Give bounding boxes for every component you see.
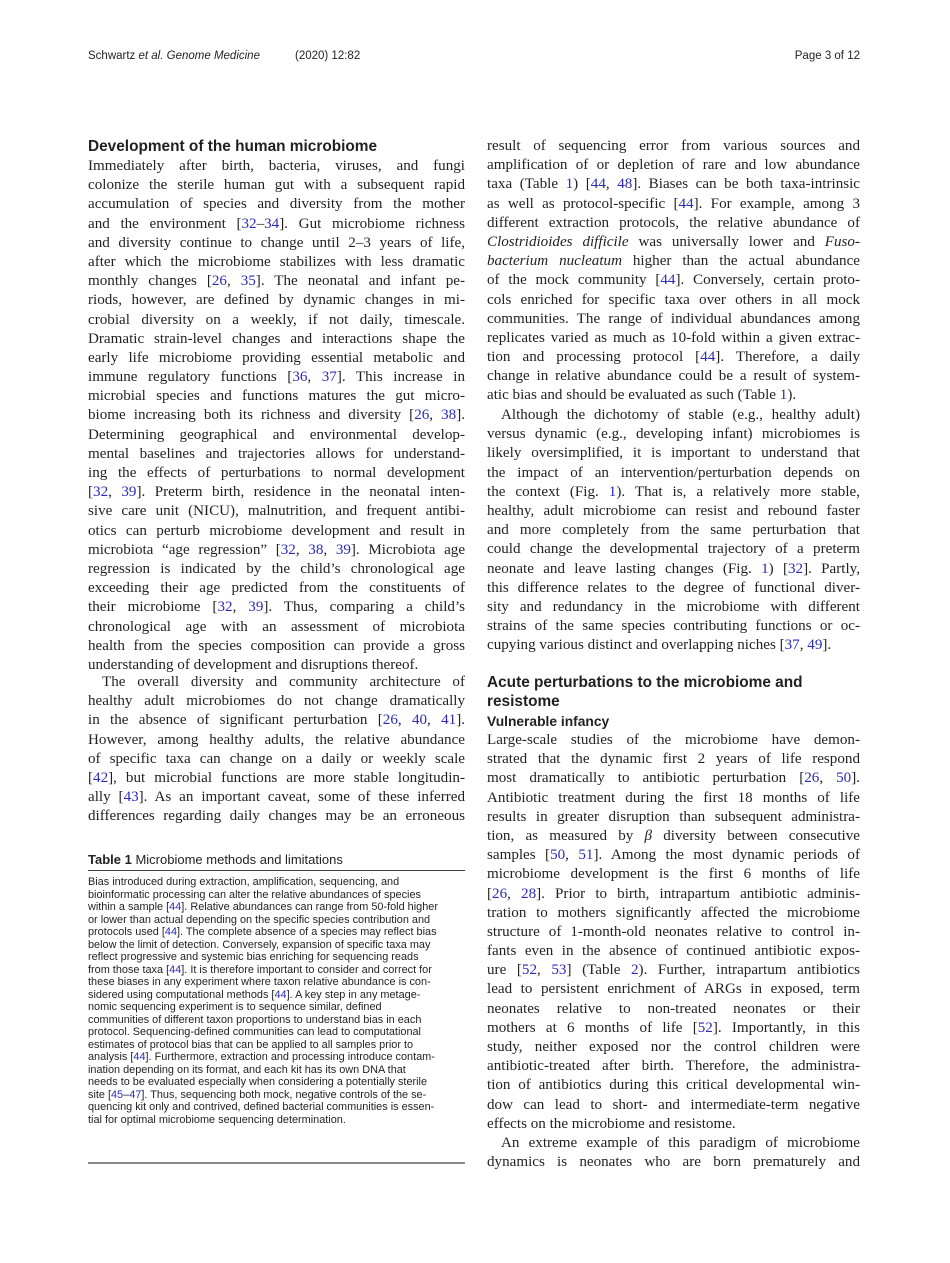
text-line: biome increasing both its richness and diversity [26, 38]. — [88, 407, 465, 424]
text-line: Immediately after birth, bacteria, viruses, and fungi — [88, 158, 465, 174]
citation-link[interactable]: 44 — [169, 901, 182, 913]
citation-link[interactable]: 44 — [590, 176, 606, 193]
text-line: chronological age with an assessment of microbiota — [88, 618, 465, 635]
text-line: early life microbiome providing essential metabolic and — [88, 349, 465, 366]
text-line: taxa (Table 1) [44, 48]. Biases can be both taxa-intrinsic — [487, 176, 861, 193]
text-line: communities. The range of individual abundances among — [487, 310, 860, 327]
citation-link[interactable]: 26 — [804, 770, 820, 787]
text-line: ure [52, 53] (Table 2). Further, intrapartum antibiotics — [487, 962, 861, 979]
reference-link[interactable]: 1 — [608, 483, 617, 500]
text-line: ing the effects of perturbations to normal development — [88, 465, 465, 481]
header-citation: (2020) 12:82 — [295, 50, 361, 62]
text-line: healthy adult microbiomes do not change dramatically — [88, 693, 465, 710]
table-text-line: or lower than actual depending on the specific species contribution and — [88, 913, 431, 926]
text-line: bacterium nucleatum higher than the actual abundance — [487, 253, 860, 270]
table-text-line: bioinformatic processing can alter the relative abundances of species — [88, 888, 421, 901]
text-line: ally [43]. As an important caveat, some of these inferred — [88, 789, 465, 806]
text-line: likely oversimplified, it is important to understand that — [487, 445, 860, 462]
text-line: health from the species composition can provide a gross — [88, 637, 465, 654]
table-body — [88, 876, 465, 1126]
paragraph — [487, 406, 860, 655]
text-line: versus dynamic (e.g., developing infant) microbiomes is — [487, 426, 860, 443]
citation-link[interactable]: 44 — [678, 195, 694, 212]
text-line: colonize the sterile human gut with a subsequent rapid — [88, 177, 465, 194]
text-line: The overall diversity and community architecture of — [102, 674, 465, 690]
citation-link[interactable]: 50 — [836, 770, 852, 787]
citation-link[interactable]: 26 — [414, 407, 430, 424]
heading-line: Acute perturbations to the microbiome and — [487, 674, 803, 691]
citation-link[interactable]: 26 — [211, 273, 227, 290]
citation-link[interactable]: 51 — [578, 847, 594, 864]
text-line: tration to mothers significantly affected the microbiome — [487, 904, 860, 921]
text-line: Clostridioides difficile was universally lower and Fuso- — [487, 233, 860, 250]
citation-link[interactable]: 44 — [164, 926, 178, 938]
text-line: the context (Fig. 1). That is, a relatively more stable, — [487, 483, 860, 500]
text-line: strains of the same species contributing functions or oc- — [487, 618, 860, 635]
text-line: could change the developmental trajectory of a preterm — [487, 541, 860, 558]
citation-link[interactable]: 32 — [787, 560, 804, 577]
text-line: cupying various distinct and overlapping niches [37, 49]. — [487, 637, 832, 654]
text-line: healthy, adult microbiome can resist and rebound faster — [487, 502, 860, 519]
table-text-line: Bias introduced during extraction, amplification, sequencing, and — [88, 876, 400, 888]
table-text-line: from those taxa [44]. It is therefore important to consider and correct for — [88, 963, 432, 976]
table-text-line: within a sample [44]. Relative abundances can range from 50-fold higher — [88, 901, 438, 913]
reference-link[interactable]: 1 — [565, 176, 574, 193]
text-line: Although the dichotomy of stable (e.g., healthy adult) — [501, 407, 860, 423]
text-line: this difference relates to the degree of functional diver- — [487, 579, 860, 596]
heading-line: resistome — [487, 693, 560, 711]
text-line: Large-scale studies of the microbiome have demon- — [487, 732, 860, 748]
table-text-line: site [45–47]. Thus, sequencing both mock, negative controls of the se- — [88, 1088, 427, 1101]
citation-link[interactable]: 44 — [133, 1051, 146, 1063]
text-line: dow can lead to short- and intermediate-term negative — [487, 1096, 860, 1113]
text-line: tion of antibiotics during this critical developmental win- — [487, 1077, 860, 1094]
text-line: differences regarding daily changes may be an erroneous — [88, 808, 465, 825]
citation-link[interactable]: 37 — [784, 637, 800, 654]
citation-link[interactable]: 43 — [123, 789, 139, 806]
table-top-rule — [88, 870, 465, 871]
table-text-line: ination depending on its format, and each kit has its own DNA that — [88, 1063, 406, 1076]
text-line: results in greater disruption than subsequent administra- — [487, 808, 860, 825]
table-text-line: nomic sequencing experiment is to sequence similar, defined — [88, 1001, 382, 1013]
table-text-line: quencing kit only and contrived, defined bacterial communities is essen- — [88, 1101, 435, 1113]
citation-link[interactable]: 42 — [93, 769, 109, 786]
text-line: of specific taxa can change on a daily or weekly scale — [88, 750, 465, 767]
text-line: accumulation of species and diversity from the mother — [88, 196, 465, 213]
text-line: However, among healthy adults, the relative abundance — [88, 731, 465, 748]
text-line: Antibiotic treatment during the first 18 months of life — [487, 789, 860, 806]
text-line: cols enriched for specific taxa over others in all mock — [487, 291, 860, 308]
citation-link[interactable]: 28 — [521, 885, 537, 902]
citation-link[interactable]: 52 — [697, 1019, 713, 1036]
text-line: [42], but microbial functions are more stable longitudin- — [88, 769, 465, 786]
text-line: after which the microbiome stabilizes with less dramatic — [88, 253, 465, 270]
table-text-line: sidered using computational methods [44]. A key step in any metage- — [88, 988, 421, 1001]
text-line: lead to persistent enrichment of ARGs in exposed, term — [487, 981, 860, 998]
citation-link[interactable]: 45 — [111, 1088, 124, 1101]
paragraph — [88, 157, 465, 675]
citation-link[interactable]: 38 — [441, 407, 457, 424]
text-line: fants even in the absence of continued antibiotic expos- — [487, 943, 860, 960]
citation-link[interactable]: 47 — [129, 1088, 142, 1101]
citation-link[interactable]: 49 — [807, 637, 823, 654]
text-line: otics can perturb microbiome development and result in — [88, 522, 465, 539]
table-text-line: communities of different taxon proportions to understand bias in each — [88, 1013, 422, 1026]
reference-link[interactable]: 1 — [779, 387, 788, 404]
header-journal: Genome Medicine — [166, 50, 260, 62]
header-etal: et al. — [138, 50, 164, 62]
text-line: understanding of development and disruptions thereof. — [88, 656, 419, 673]
text-line: Dramatic strain-level changes and interactions shape the — [88, 330, 465, 347]
citation-link[interactable]: 44 — [169, 963, 182, 976]
text-line: microbial species and functions matures the gut micro- — [88, 388, 465, 405]
citation-link[interactable]: 52 — [521, 962, 537, 979]
table-text-line: tial for optimal microbiome sequencing determination. — [88, 1113, 346, 1126]
citation-link[interactable]: 53 — [551, 962, 567, 979]
table-text-line: analysis [44]. Furthermore, extraction and processing introduce contam- — [88, 1051, 435, 1063]
text-line: in the absence of significant perturbation [26, 40, 41]. — [88, 712, 466, 729]
citation-link[interactable]: 44 — [700, 349, 716, 366]
text-line: riods, however, are defined by dynamic changes in mi- — [88, 292, 465, 309]
text-line: neonates relative to non-treated neonates or their — [487, 1000, 860, 1017]
table-bottom-rule — [88, 1162, 465, 1164]
table-caption — [88, 851, 465, 869]
table-text-line: protocol. Sequencing-defined communities can lead to computational — [88, 1026, 421, 1038]
subsection-heading-vulnerable-infancy: Vulnerable infancy — [487, 714, 610, 729]
table-label: Table 1 — [88, 852, 132, 867]
citation-link[interactable]: 26 — [382, 712, 398, 729]
paragraph — [88, 673, 465, 827]
header-page-number: Page 3 of 12 — [794, 50, 860, 62]
text-line: amplification of or depletion of rare and low abundance — [487, 157, 860, 174]
citation-link[interactable]: 36 — [292, 369, 308, 386]
text-line: atic bias and should be evaluated as such (Table 1). — [487, 387, 797, 404]
running-header-journal — [88, 50, 260, 62]
citation-link[interactable]: 48 — [617, 176, 633, 193]
text-line: change in relative abundance could be a result of system- — [487, 368, 860, 385]
text-line: result of sequencing error from various sources and — [487, 138, 860, 154]
paragraph — [487, 731, 860, 1134]
citation-link[interactable]: 32 — [217, 599, 233, 616]
reference-link[interactable]: 1 — [761, 560, 769, 577]
text-line: An extreme example of this paradigm of microbiome — [501, 1135, 860, 1151]
text-line: and more completely from the same perturbation that — [487, 522, 860, 539]
citation-link[interactable]: 32 — [280, 541, 296, 558]
citation-link[interactable]: 44 — [660, 272, 676, 289]
text-line: different extraction protocols, the relative abundance of — [487, 214, 860, 231]
text-line: and diversity continue to change until 2–3 years of life, — [88, 234, 465, 251]
citation-link[interactable]: 39 — [121, 484, 137, 501]
table-title: Microbiome methods and limitations — [135, 852, 343, 867]
text-line: as well as protocol-specific [44]. For example, among 3 — [487, 195, 860, 212]
text-line: replicates varied as much as 10-fold within a given extrac- — [487, 329, 860, 346]
table-text-line: below the limit of detection. Conversely, expansion of specific taxa may — [88, 938, 431, 951]
text-line: [26, 28]. Prior to birth, intrapartum antibiotic adminis- — [487, 885, 861, 902]
table-text-line: needs to be evaluated especially when considering a potentially sterile — [88, 1076, 428, 1088]
citation-link[interactable]: 26 — [492, 885, 508, 902]
text-line: tion and processing protocol [44]. Therefore, a daily — [487, 349, 860, 366]
text-line: strated that the dynamic first 2 years of life respond — [487, 751, 860, 768]
citation-link[interactable]: 34 — [264, 215, 280, 232]
paragraph — [487, 1134, 860, 1172]
text-line: the impact of an intervention/perturbation depends on — [487, 464, 860, 481]
citation-link[interactable]: 39 — [248, 599, 264, 616]
table-text-line: protocols used [44]. The complete absence of a species may reflect bias — [88, 926, 437, 938]
header-author: Schwartz — [88, 50, 136, 62]
citation-link[interactable]: 41 — [441, 712, 457, 729]
text-line: mental baselines and trajectories allows for understand- — [88, 445, 465, 462]
text-line: effects on the microbiome and resistome. — [487, 1115, 736, 1132]
text-line: microbiome development is the first 6 months of life — [487, 866, 860, 883]
text-line: monthly changes [26, 35]. The neonatal and infant pe- — [88, 273, 465, 290]
table-text-line: reflect progressive and systemic bias enriching for sequencing reads — [88, 951, 419, 963]
text-line: immune regulatory functions [36, 37]. This increase in — [88, 369, 466, 386]
text-line: dynamics is neonates who are born prematurely and — [487, 1154, 860, 1171]
citation-link[interactable]: 39 — [335, 541, 351, 558]
citation-link[interactable]: 44 — [274, 988, 287, 1001]
text-line: regression is indicated by the child’s chronological age — [88, 560, 465, 577]
text-line: exceeding their age predicted from the constituents of — [88, 580, 465, 597]
text-line: tion, as measured by β diversity between consecutive — [487, 827, 860, 844]
reference-link[interactable]: 2 — [631, 962, 639, 979]
text-line: samples [50, 51]. Among the most dynamic periods of — [487, 847, 860, 864]
text-line: Determining geographical and environmental develop- — [88, 426, 465, 443]
text-line: neonate and leave lasting changes (Fig. 1) [32]. Partly, — [487, 560, 861, 577]
citation-link[interactable]: 32 — [93, 484, 109, 501]
table-text-line: these biases in any experiment where taxon relative abundance is con- — [88, 976, 431, 988]
paragraph — [487, 137, 860, 406]
citation-link[interactable]: 38 — [308, 541, 324, 558]
text-line: sive care unit (NICU), malnutrition, and frequent antibi- — [88, 503, 465, 520]
citation-link[interactable]: 50 — [550, 847, 566, 864]
section-heading-acute-perturbations — [487, 673, 803, 711]
section-heading-development: Development of the human microbiome — [88, 138, 378, 155]
text-line: crobial diversity on a weekly, if not daily, timescale. — [88, 311, 465, 328]
table-text-line: estimates of protocol bias that can be applied to all samples prior to — [88, 1038, 414, 1051]
text-line: structure of 1-month-old neonates relative to control in- — [487, 923, 860, 940]
text-line: of the mock community [44]. Conversely, certain proto- — [487, 272, 861, 289]
text-line: their microbiome [32, 39]. Thus, comparing a child’s — [88, 599, 466, 616]
text-line: [32, 39]. Preterm birth, residence in the neonatal inten- — [88, 484, 465, 501]
text-line: and the environment [32–34]. Gut microbiome richness — [88, 215, 465, 232]
text-line: sity and redundancy in the microbiome with different — [487, 598, 860, 615]
text-line: microbiota “age regression” [32, 38, 39]. Microbiota age — [88, 541, 466, 558]
citation-link[interactable]: 40 — [411, 712, 428, 729]
citation-link[interactable]: 35 — [240, 273, 256, 290]
citation-link[interactable]: 32 — [241, 215, 257, 232]
text-line: antibiotic-treated after birth. Therefore, the administra- — [487, 1058, 860, 1075]
text-line: study, neither exposed nor the control children were — [487, 1039, 860, 1055]
text-line: most dramatically to antibiotic perturbation [26, 50]. — [487, 770, 861, 787]
citation-link[interactable]: 37 — [321, 369, 337, 386]
text-line: mothers at 6 months of life [52]. Importantly, in this — [487, 1019, 860, 1036]
